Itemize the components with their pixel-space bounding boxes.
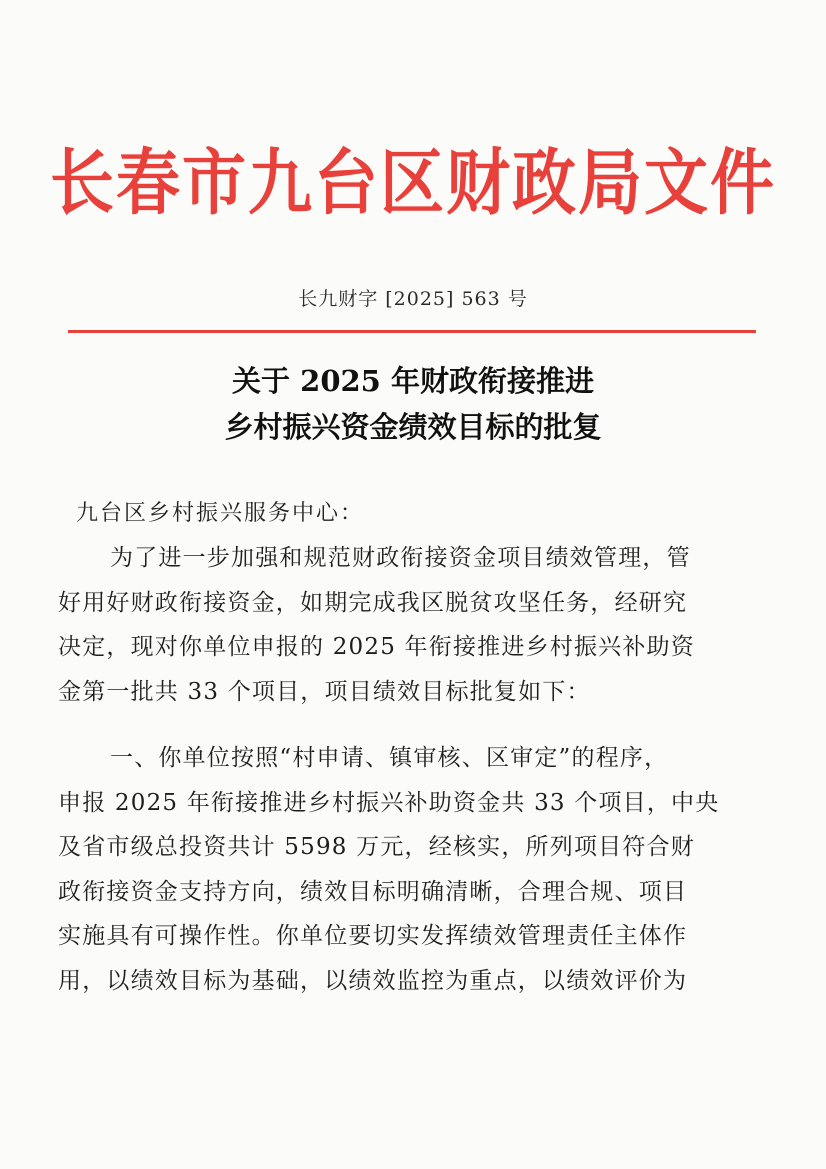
paragraph-line: 决定，现对你单位申报的 2025 年衔接推进乡村振兴补助资 [58, 634, 695, 660]
paragraph-line: 为了进一步加强和规范财政衔接资金项目绩效管理，管 [110, 545, 691, 571]
paragraph-line: 申报 2025 年衔接推进乡村振兴补助资金共 33 个项目，中央 [58, 789, 720, 816]
paragraph-line: 用，以绩效目标为基础，以绩效监控为重点，以绩效评价为 [58, 967, 688, 994]
paragraph-line: 及省市级总投资共计 5598 万元，经核实，所列项目符合财 [58, 834, 695, 860]
body-paragraph-2 [58, 736, 778, 1003]
subject-line-2: 乡村振兴资金绩效目标的批复 [224, 410, 602, 444]
paragraph-line: 政衔接资金支持方向，绩效目标明确清晰，合理合规、项目 [58, 878, 688, 905]
subject-line-1: 关于 2025 年财政衔接推进 [232, 364, 594, 398]
agency-title: 长春市九台区财政局文件 [50, 141, 776, 226]
paragraph-line: 一、你单位按照“村申请、镇审核、区审定”的程序， [110, 745, 669, 771]
document-subject [0, 358, 826, 450]
paragraph-line: 好用好财政衔接资金，如期完成我区脱贫攻坚任务，经研究 [58, 589, 688, 616]
paragraph-line: 金第一批共 33 个项目，项目绩效目标批复如下： [58, 678, 591, 705]
body-paragraph-1 [58, 536, 778, 714]
paragraph-line: 实施具有可操作性。你单位要切实发挥绩效管理责任主体作 [58, 923, 688, 949]
red-divider-line [68, 330, 756, 333]
addressee: 九台区乡村振兴服务中心： [76, 501, 365, 526]
page-bottom-margin [0, 1080, 826, 1169]
document-number: 长九财字 [2025] 563 号 [298, 288, 528, 310]
